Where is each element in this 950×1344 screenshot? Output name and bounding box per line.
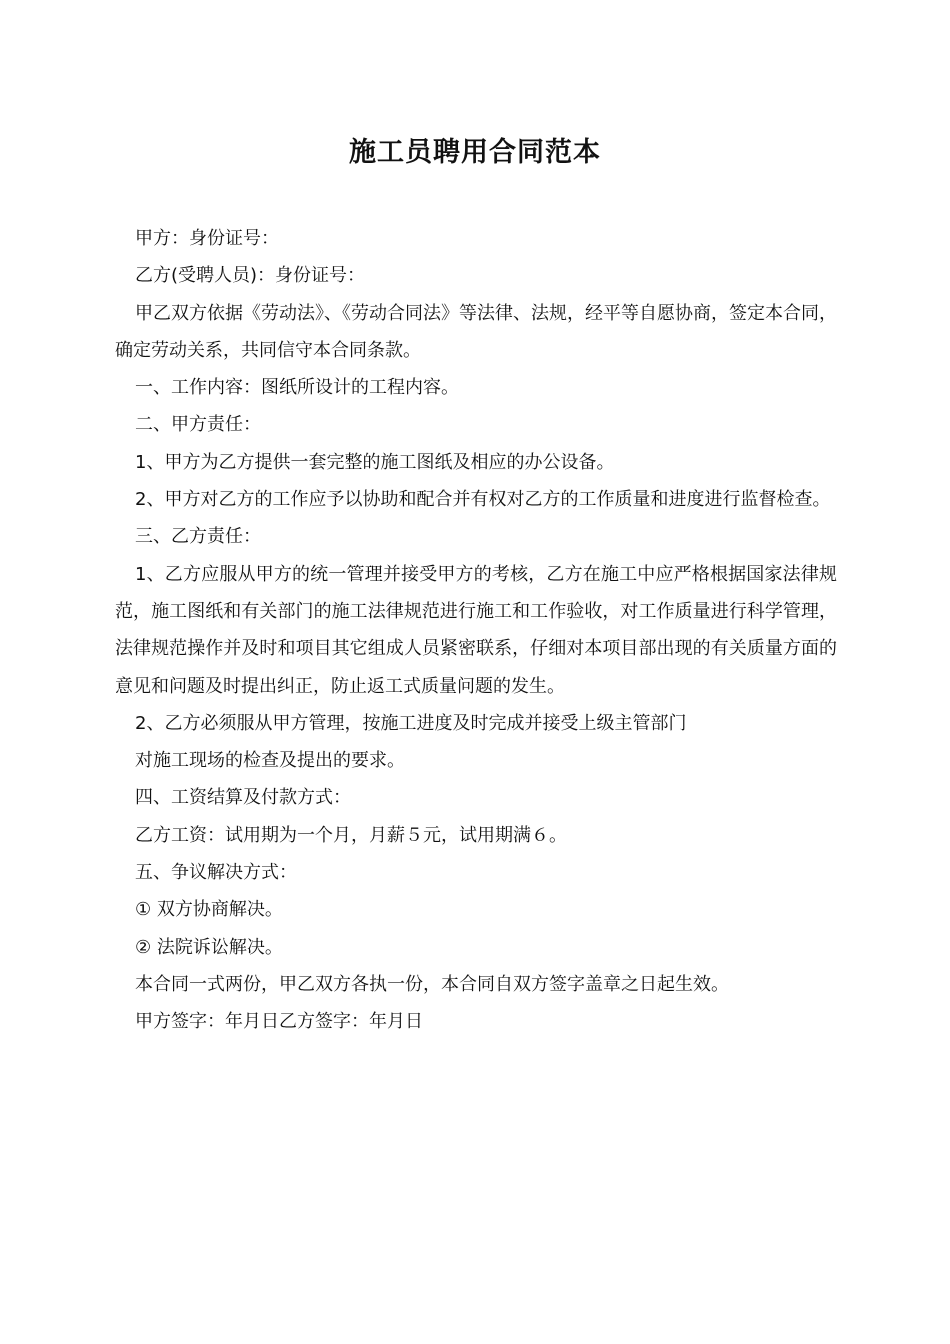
section-party-a-duties: 二、甲方责任： bbox=[135, 414, 261, 436]
document-body bbox=[115, 220, 837, 1041]
party-b-duty-1: 1、乙方应服从甲方的统一管理并接受甲方的考核，乙方在施工中应严格根据国家法律规范，施工图纸和有关部门的施工法律规范进行施工和工作验收，对工作质量进行科学管理，法律规范操作并及时和项目其它组成人员紧密联系，仔细对本项目部出现的有关质量方面的意见和问题及时提出纠正，防止返工式质量问题的发生。 bbox=[115, 563, 837, 697]
party-a-duty-1: 1、甲方为乙方提供一套完整的施工图纸及相应的办公设备。 bbox=[135, 451, 615, 473]
party-b-line: 乙方(受聘人员)：身份证号： bbox=[135, 265, 366, 287]
party-b-duty-2-continued: 对施工现场的检查及提出的要求。 bbox=[135, 750, 405, 772]
dispute-option-2: ② 法院诉讼解决。 bbox=[135, 936, 283, 958]
party-a-line: 甲方：身份证号： bbox=[135, 228, 279, 249]
section-payment: 四、工资结算及付款方式： bbox=[135, 787, 351, 809]
validity-clause: 本合同一式两份，甲乙双方各执一份，本合同自双方签字盖章之日起生效。 bbox=[135, 973, 729, 995]
section-party-b-duties: 三、乙方责任： bbox=[135, 526, 261, 548]
section-dispute-resolution: 五、争议解决方式： bbox=[135, 862, 297, 884]
dispute-option-1: ① 双方协商解决。 bbox=[135, 899, 283, 921]
signature-line: 甲方签字：年月日乙方签字：年月日 bbox=[135, 1011, 423, 1033]
salary-terms: 乙方工资：试用期为一个月，月薪５元，试用期满６。 bbox=[135, 824, 567, 846]
preamble-paragraph: 甲乙双方依据《劳动法》、《劳动合同法》等法律、法规，经平等自愿协商，签定本合同，确定劳动关系，共同信守本合同条款。 bbox=[115, 302, 837, 361]
party-a-duty-2: 2、甲方对乙方的工作应予以协助和配合并有权对乙方的工作质量和进度进行监督检查。 bbox=[135, 489, 831, 511]
section-work-content: 一、工作内容：图纸所设计的工程内容。 bbox=[135, 377, 459, 399]
document-title: 施工员聘用合同范本 bbox=[349, 137, 601, 168]
party-b-duty-2: 2、乙方必须服从甲方管理，按施工进度及时完成并接受上级主管部门 bbox=[135, 712, 687, 734]
